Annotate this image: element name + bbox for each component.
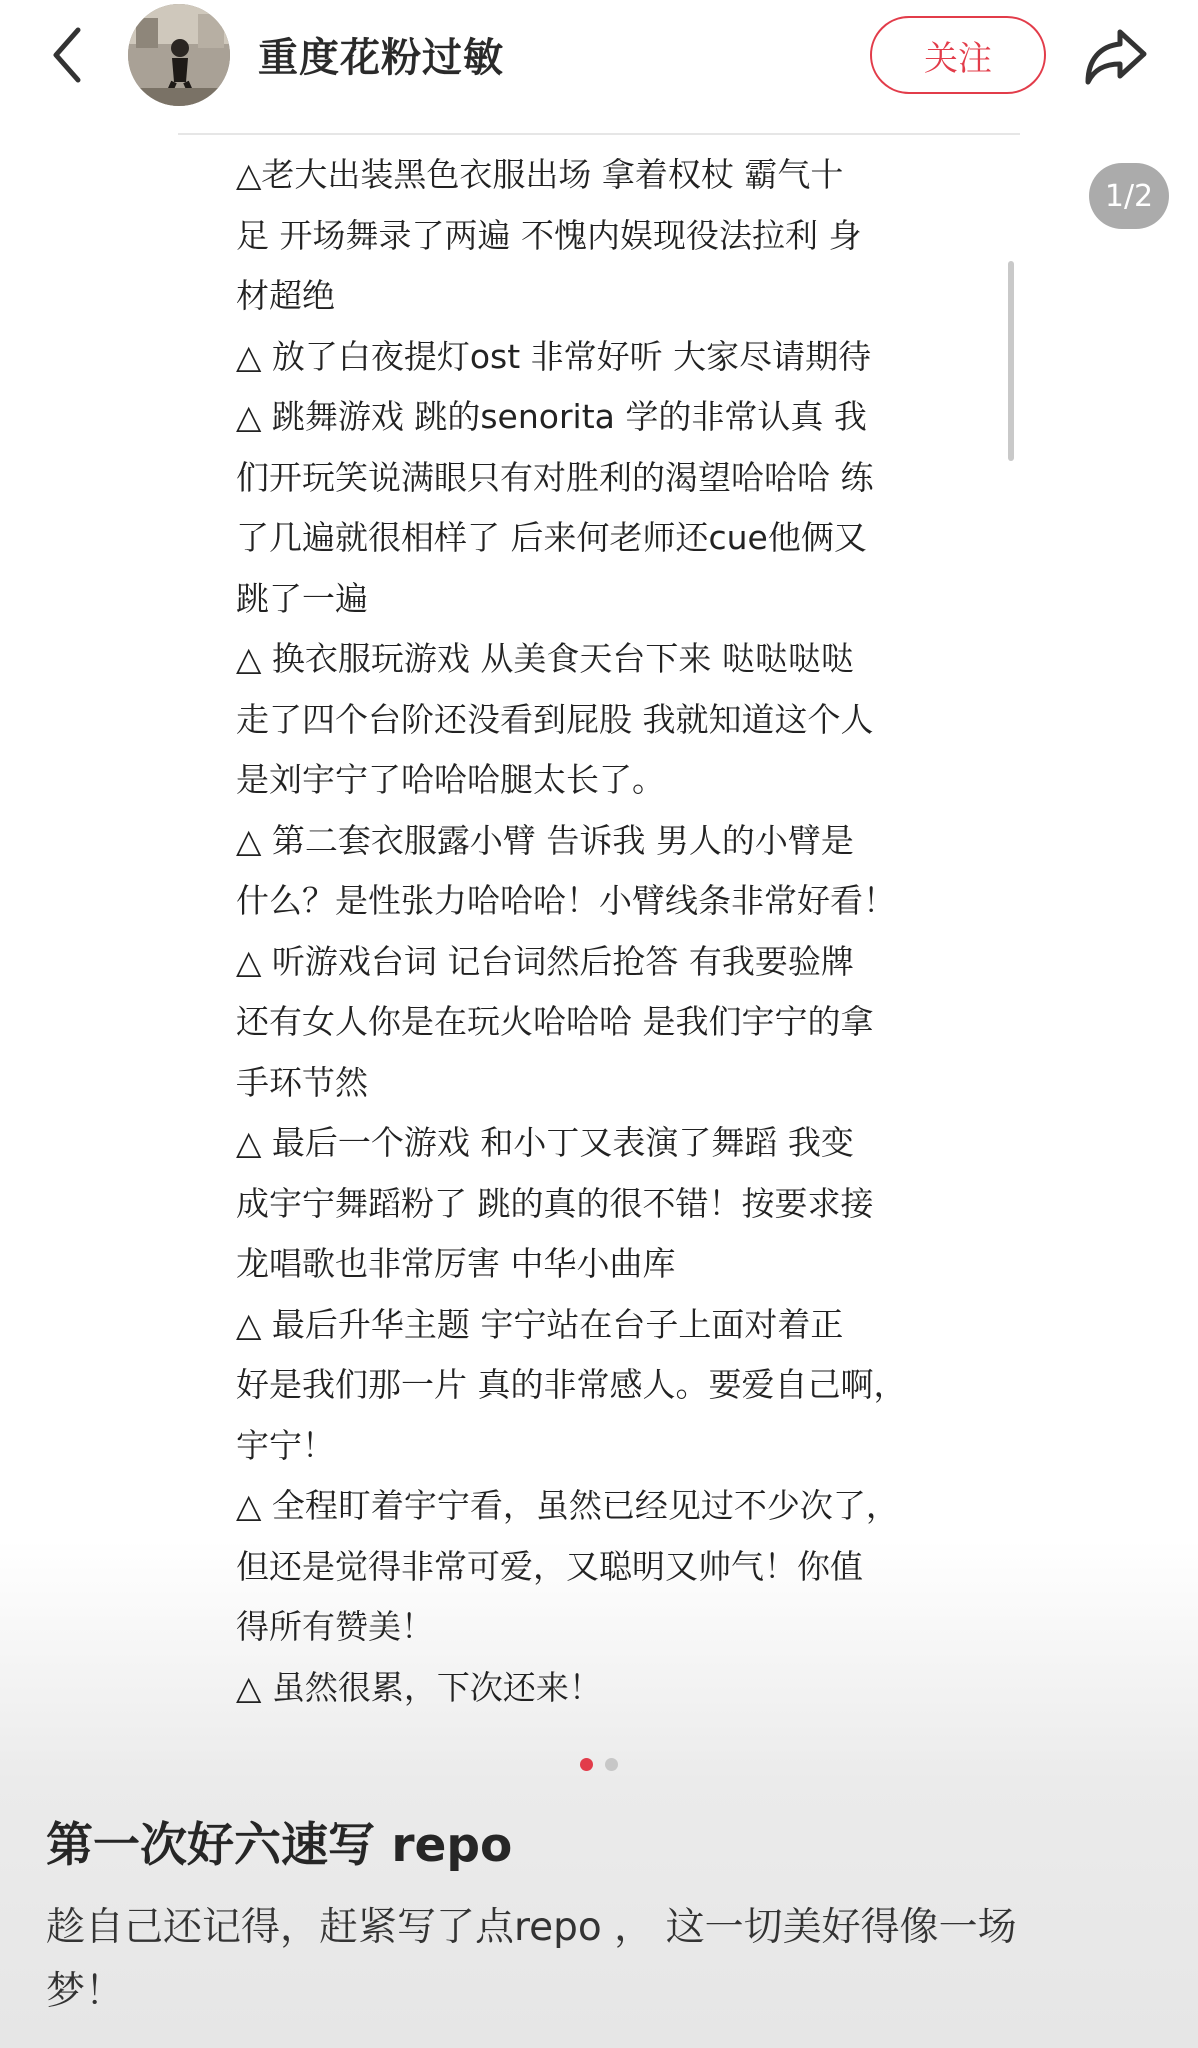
carousel-indicator <box>0 1758 1198 1771</box>
note-text-line: 跳了一遍 <box>236 578 368 618</box>
note-text-line: 还有女人你是在玩火哈哈哈 是我们宇宁的拿 <box>236 1002 874 1041</box>
note-text-line: 成宇宁舞蹈粉了 跳的真的很不错！按要求接 <box>236 1183 874 1223</box>
note-text-line: 了几遍就很相样了 后来何老师还cue他俩又 <box>236 518 867 557</box>
note-text-line: 得所有赞美！ <box>236 1607 434 1646</box>
note-text-line: △ 第二套衣服露小臂 告诉我 男人的小臂是 <box>236 820 854 860</box>
author-name[interactable]: 重度花粉过敏 <box>258 35 504 81</box>
note-text-line: △ 换衣服玩游戏 从美食天台下来 哒哒哒哒 <box>236 639 854 678</box>
carousel-dot-1[interactable] <box>580 1758 593 1771</box>
page-counter: 1/2 <box>1089 163 1169 229</box>
back-button[interactable] <box>44 22 94 88</box>
carousel-dot-2[interactable] <box>605 1758 618 1771</box>
top-bar <box>0 0 1198 112</box>
note-text-line: 宇宁！ <box>236 1425 335 1465</box>
note-text-line: 材超绝 <box>236 276 335 315</box>
note-text-line: 龙唱歌也非常厉害 中华小曲库 <box>236 1244 676 1283</box>
note-text-line: △ 最后升华主题 宇宁站在台子上面对着正 <box>236 1304 844 1344</box>
share-arrow-icon <box>1082 24 1150 88</box>
note-text-line: △ 虽然很累，下次还来！ <box>236 1667 602 1707</box>
author-avatar[interactable] <box>128 4 230 106</box>
post-body <box>46 1896 1156 2024</box>
note-text-line: 但还是觉得非常可爱，又聪明又帅气！你值 <box>236 1546 863 1586</box>
post-title: 第一次好六速写 repo <box>46 1818 513 1873</box>
note-text-line: △ 听游戏台词 记台词然后抢答 有我要验牌 <box>236 941 854 981</box>
share-button[interactable] <box>1082 24 1150 88</box>
note-text-line: 足 开场舞录了两遍 不愧内娱现役法拉利 身 <box>236 215 862 255</box>
avatar-photo <box>128 4 230 106</box>
post-body-line: 趁自己还记得，赶紧写了点repo ， 这一切美好得像一场 <box>46 1905 1017 1950</box>
note-text-line: △老大出装黑色衣服出场 拿着权杖 霸气十 <box>236 155 844 194</box>
post-body-line: 梦！ <box>46 1969 125 2014</box>
note-text-line: 什么？是性张力哈哈哈！小臂线条非常好看！ <box>236 881 896 920</box>
note-text-line: 手环节然 <box>236 1062 368 1102</box>
follow-button[interactable]: 关注 <box>870 16 1046 94</box>
note-text-line: 是刘宇宁了哈哈哈腿太长了。 <box>236 760 665 799</box>
note-image-carousel[interactable] <box>0 135 1198 1705</box>
note-text-line: 们开玩笑说满眼只有对胜利的渴望哈哈哈 练 <box>236 457 874 497</box>
note-image-text <box>236 145 966 1718</box>
note-text-line: 走了四个台阶还没看到屁股 我就知道这个人 <box>236 699 874 739</box>
note-text-line: △ 全程盯着宇宁看，虽然已经见过不少次了， <box>236 1486 899 1525</box>
image-scrollbar[interactable] <box>1008 261 1014 461</box>
note-text-line: 好是我们那一片 真的非常感人。要爱自己啊， <box>236 1365 907 1404</box>
note-text-line: △ 最后一个游戏 和小丁又表演了舞蹈 我变 <box>236 1123 854 1162</box>
note-text-line: △ 跳舞游戏 跳的senorita 学的非常认真 我 <box>236 397 867 436</box>
note-text-line: △ 放了白夜提灯ost 非常好听 大家尽请期待 <box>236 336 872 376</box>
chevron-left-icon <box>44 22 94 88</box>
